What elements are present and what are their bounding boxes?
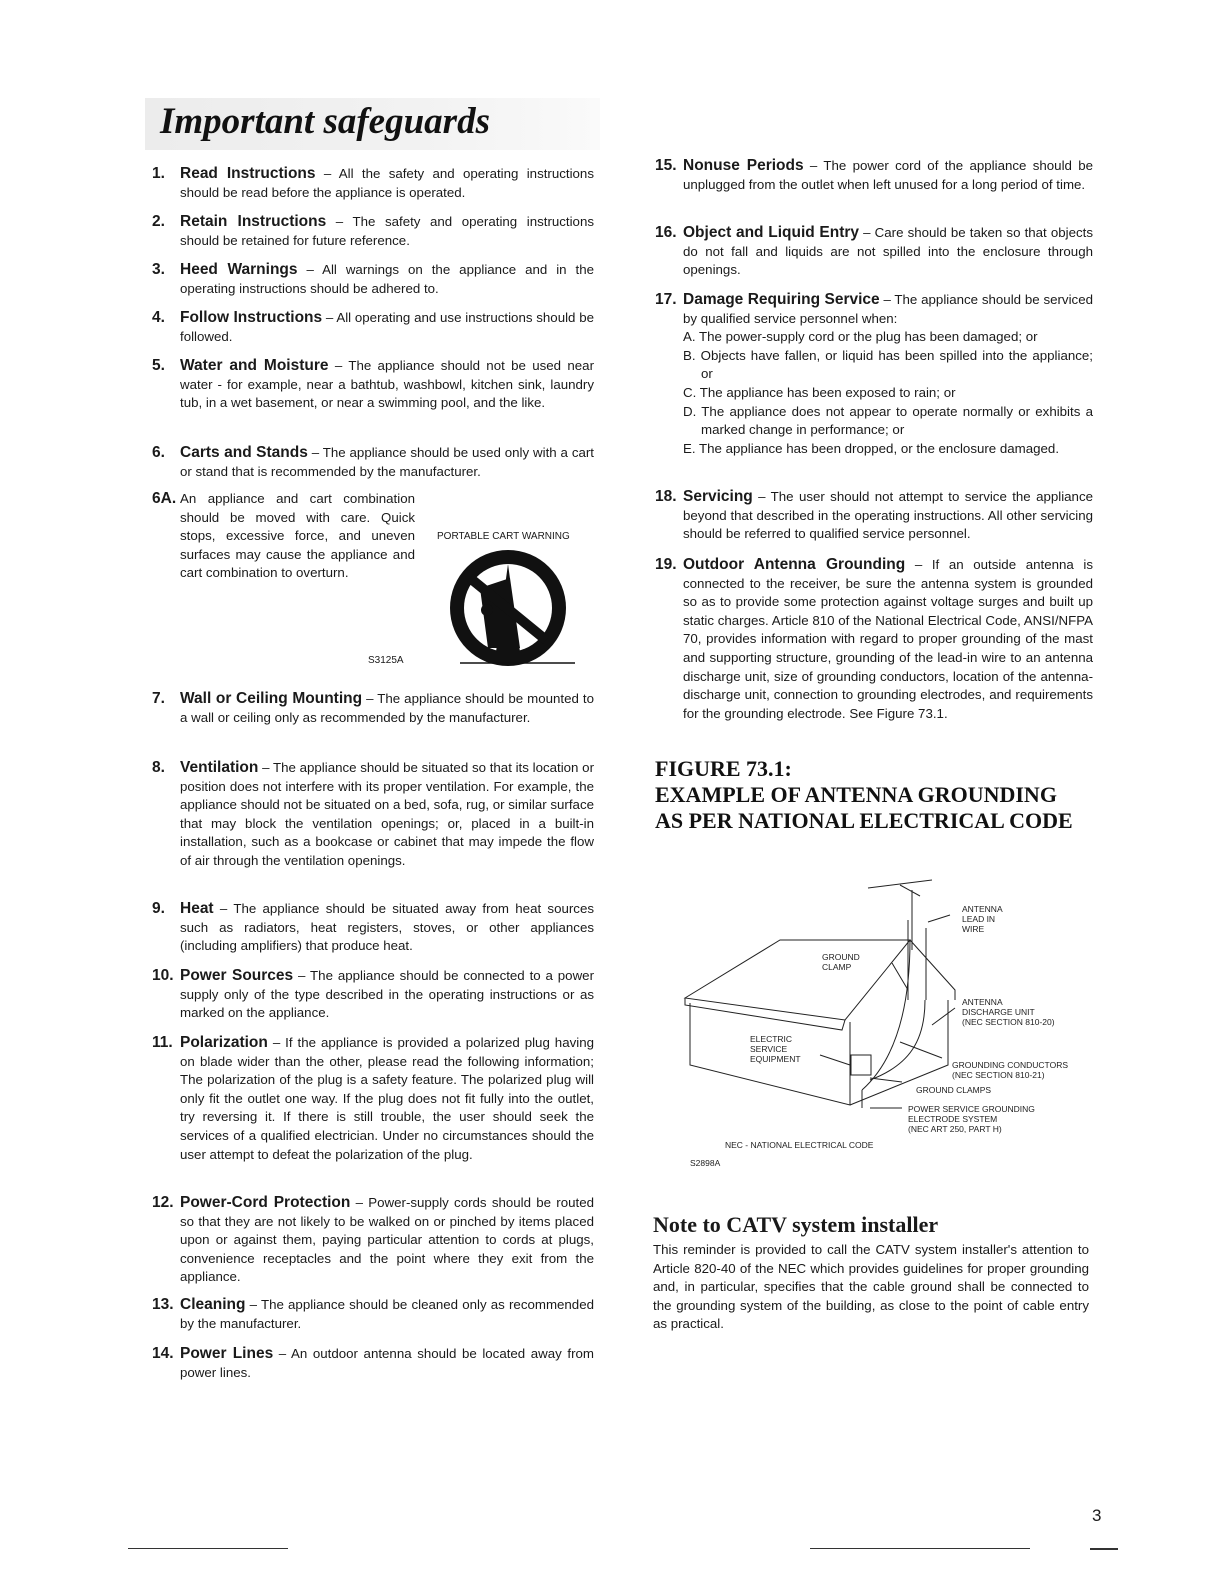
label-nec: NEC - NATIONAL ELECTRICAL CODE bbox=[725, 1140, 874, 1150]
item-body: – If an outside antenna is connected to the receiver, be sure the antenna system is grounded so as to provide some protection against voltage surges and built up static charges. Article 810 of the National Electrical Code, ANSI/NFPA 70, provides information with regard to proper grounding of the mast and supporting structure, grounding of the lead-in wire to an antenna discharge unit, size of grounding conductors, location of the antenna-discharge unit, connection to grounding electrodes, and requirements for the grounding electrode. See Figure 73.1. bbox=[683, 557, 1093, 721]
portable-cart-warning-icon bbox=[440, 548, 580, 673]
figure-code: S2898A bbox=[690, 1158, 721, 1168]
cart-warning-caption: PORTABLE CART WARNING bbox=[437, 531, 570, 542]
item-body: – All the safety and operating instructions should be read before the appliance is operated. bbox=[180, 166, 594, 200]
label-electric-service: ELECTRIC SERVICE EQUIPMENT bbox=[750, 1034, 801, 1064]
safeguard-item bbox=[152, 1345, 594, 1382]
item-body: – If the appliance is provided a polarized plug having on blade wider than the other, please read the following information; The polarization of the plug is a safety feature. The polarized plug will only fit the outlet one way. If the plug does not fit fully into the outlet, try reversing it. If there is still trouble, the user should seek the services of a qualified electrician. Under no circumstances should the user attempt to defeat the polarization of the plug. bbox=[180, 1035, 594, 1162]
item-heading: Power Sources bbox=[180, 967, 294, 984]
item-heading: Cleaning bbox=[180, 1296, 246, 1313]
item-body: – All warnings on the appliance and in the operating instructions should be adhered to. bbox=[180, 262, 594, 296]
item-heading: Power-Cord Protection bbox=[180, 1194, 351, 1211]
item-text bbox=[180, 1345, 594, 1382]
item-body: – The appliance should be cleaned only as recommended by the manufacturer. bbox=[180, 1297, 594, 1331]
item-body: – The safety and operating instructions should be retained for future reference. bbox=[180, 214, 594, 248]
figure-heading-line: FIGURE 73.1: bbox=[655, 756, 792, 781]
item-number: 6A. bbox=[152, 490, 177, 507]
item-number: 8. bbox=[152, 759, 165, 776]
item-number: 2. bbox=[152, 213, 165, 230]
safeguard-item bbox=[655, 291, 1093, 458]
item-text bbox=[180, 967, 594, 1023]
item-heading: Power Lines bbox=[180, 1345, 274, 1362]
item-body: – The appliance should be mounted to a wall or ceiling only as recommended by the manufacturer. bbox=[180, 691, 594, 725]
item-number: 6. bbox=[152, 444, 165, 461]
cart-figure-code: S3125A bbox=[368, 655, 404, 666]
item-number: 18. bbox=[655, 488, 677, 505]
item-heading: Ventilation bbox=[180, 759, 259, 776]
item-number: 5. bbox=[152, 357, 165, 374]
item-text bbox=[683, 157, 1093, 194]
item-body: – Power-supply cords should be routed so that they are not likely to be walked on or pinched by items placed upon or against them, paying particular attention to cords at plugs, convenience receptacles and the point where they exit from the appliance. bbox=[180, 1195, 594, 1285]
item-body: – The appliance should be connected to a power supply only of the type described in the operating instructions or as marked on the appliance. bbox=[180, 968, 594, 1021]
label-ground-clamps: GROUND CLAMPS bbox=[916, 1085, 992, 1095]
item-text bbox=[180, 213, 594, 250]
page-number: 3 bbox=[1092, 1506, 1102, 1525]
item-text bbox=[683, 488, 1093, 544]
antenna-grounding-diagram bbox=[670, 860, 1090, 1170]
safeguard-item bbox=[152, 357, 594, 413]
item-heading: Carts and Stands bbox=[180, 444, 308, 461]
item-number: 15. bbox=[655, 157, 677, 174]
safeguard-item bbox=[152, 967, 594, 1023]
item-text bbox=[180, 690, 594, 727]
item-heading: Object and Liquid Entry bbox=[683, 224, 860, 241]
item-text bbox=[180, 261, 594, 298]
item-text bbox=[180, 1194, 594, 1287]
safeguard-item bbox=[152, 759, 594, 871]
safeguard-item bbox=[655, 556, 1093, 723]
label-ground-clamp: GROUND CLAMP bbox=[822, 952, 860, 972]
item-text bbox=[180, 357, 594, 413]
item-text bbox=[180, 165, 594, 202]
safeguard-item bbox=[152, 444, 594, 481]
safeguard-item bbox=[152, 261, 594, 298]
item-heading: Follow Instructions bbox=[180, 309, 323, 326]
safeguard-item bbox=[152, 309, 594, 346]
item-text bbox=[180, 900, 594, 956]
item-heading: Water and Moisture bbox=[180, 357, 329, 374]
item-number: 3. bbox=[152, 261, 165, 278]
item-body: – The appliance should be situated so that its location or position does not interfere with its proper ventilation. For example, the appliance should not be situated on a bed, sofa, rug, or similar surface that may block the ventilation openings; or, placed in a built-in installation, such as a bookcase or cabinet that may impede the flow of air through the ventilation openings. bbox=[180, 760, 594, 868]
item-body: – The appliance should be used only with a cart or stand that is recommended by the manufacturer. bbox=[180, 445, 594, 479]
item-number: 13. bbox=[152, 1296, 174, 1313]
item-heading: Polarization bbox=[180, 1034, 268, 1051]
safeguard-item bbox=[152, 1194, 594, 1287]
item-body: – An outdoor antenna should be located away from power lines. bbox=[180, 1346, 594, 1380]
safeguard-item bbox=[152, 213, 594, 250]
item-text bbox=[180, 1034, 594, 1164]
item-heading: Wall or Ceiling Mounting bbox=[180, 690, 363, 707]
footer-rule bbox=[128, 1548, 288, 1549]
item-body: – The appliance should be serviced by qualified service personnel when: bbox=[683, 292, 1093, 326]
condition: B. Objects have fallen, or liquid has been spilled into the appliance; or bbox=[683, 347, 1093, 382]
item-body: – All operating and use instructions should be followed. bbox=[180, 310, 594, 344]
item-text bbox=[683, 556, 1093, 723]
item-number: 16. bbox=[655, 224, 677, 241]
item-17-conditions bbox=[683, 328, 1093, 458]
figure-heading-line: EXAMPLE OF ANTENNA GROUNDING bbox=[655, 782, 1057, 807]
item-text bbox=[180, 444, 594, 481]
item-text bbox=[180, 309, 594, 346]
item-body: An appliance and cart combination should be moved with care. Quick stops, excessive force, and uneven surfaces may cause the appliance and cart combination to overturn. bbox=[180, 491, 415, 581]
item-heading: Heat bbox=[180, 900, 214, 917]
item-heading: Retain Instructions bbox=[180, 213, 327, 230]
condition: C. The appliance has been exposed to rain; or bbox=[683, 384, 956, 400]
page-title: Important safeguards bbox=[160, 101, 490, 142]
label-electrode-system: POWER SERVICE GROUNDING ELECTRODE SYSTEM (NEC ART 250, PART H) bbox=[908, 1104, 1035, 1134]
item-number: 12. bbox=[152, 1194, 174, 1211]
item-text bbox=[683, 224, 1093, 280]
item-text bbox=[180, 490, 415, 583]
item-number: 11. bbox=[152, 1034, 173, 1051]
safeguard-item bbox=[152, 900, 594, 956]
item-heading: Read Instructions bbox=[180, 165, 316, 182]
item-number: 17. bbox=[655, 291, 677, 308]
footer-rule bbox=[810, 1548, 1030, 1549]
item-heading: Outdoor Antenna Grounding bbox=[683, 556, 906, 573]
item-number: 14. bbox=[152, 1345, 174, 1362]
item-number: 9. bbox=[152, 900, 165, 917]
label-lead-in: ANTENNA LEAD IN WIRE bbox=[962, 904, 1003, 934]
item-number: 19. bbox=[655, 556, 677, 573]
item-text bbox=[683, 291, 1093, 328]
label-discharge-unit: ANTENNA DISCHARGE UNIT (NEC SECTION 810-20) bbox=[962, 997, 1055, 1027]
item-body: – The power cord of the appliance should be unplugged from the outlet when left unused for a long period of time. bbox=[683, 158, 1094, 192]
item-body: – The appliance should not be used near water - for example, near a bathtub, washbowl, kitchen sink, laundry tub, in a wet basement, or near a swimming pool, and the like. bbox=[180, 358, 594, 411]
condition: A. The power-supply cord or the plug has been damaged; or bbox=[683, 329, 1038, 345]
footer-rule bbox=[1090, 1548, 1118, 1550]
item-body: – The user should not attempt to service the appliance beyond that described in the operating instructions. All other servicing should be referred to qualified service personnel. bbox=[683, 489, 1093, 542]
item-number: 10. bbox=[152, 967, 174, 984]
safeguard-item bbox=[655, 224, 1093, 280]
safeguard-item bbox=[655, 488, 1093, 544]
item-heading: Heed Warnings bbox=[180, 261, 298, 278]
figure-heading bbox=[655, 756, 1073, 834]
safeguard-item bbox=[655, 157, 1093, 194]
item-heading: Damage Requiring Service bbox=[683, 291, 880, 308]
label-grounding-conductors: GROUNDING CONDUCTORS (NEC SECTION 810-21) bbox=[952, 1060, 1069, 1080]
item-body: – The appliance should be situated away from heat sources such as radiators, heat registers, stoves, or other appliances (including amplifiers) that produce heat. bbox=[180, 901, 594, 954]
item-text bbox=[180, 1296, 594, 1333]
item-heading: Nonuse Periods bbox=[683, 157, 804, 174]
note-heading: Note to CATV system installer bbox=[653, 1212, 939, 1237]
figure-heading-line: AS PER NATIONAL ELECTRICAL CODE bbox=[655, 808, 1073, 833]
item-number: 1. bbox=[152, 165, 165, 182]
safeguard-item bbox=[152, 1296, 594, 1333]
safeguard-item bbox=[152, 165, 594, 202]
item-number: 4. bbox=[152, 309, 165, 326]
condition: E. The appliance has been dropped, or the enclosure damaged. bbox=[683, 440, 1060, 456]
item-heading: Servicing bbox=[683, 488, 753, 505]
condition: D. The appliance does not appear to operate normally or exhibits a marked change in performance; or bbox=[683, 403, 1093, 438]
item-body: – Care should be taken so that objects do not fall and liquids are not spilled into the enclosure through openings. bbox=[683, 225, 1093, 278]
safeguard-item bbox=[152, 1034, 594, 1164]
item-text bbox=[180, 759, 594, 871]
safeguard-item bbox=[152, 690, 594, 727]
note-body: This reminder is provided to call the CATV system installer's attention to Article 820-40 of the NEC which provides guidelines for proper grounding and, in particular, specifies that the cable ground shall be connected to the grounding system of the building, as close to the point of cable entry as practical. bbox=[653, 1242, 1089, 1332]
item-number: 7. bbox=[152, 690, 165, 707]
